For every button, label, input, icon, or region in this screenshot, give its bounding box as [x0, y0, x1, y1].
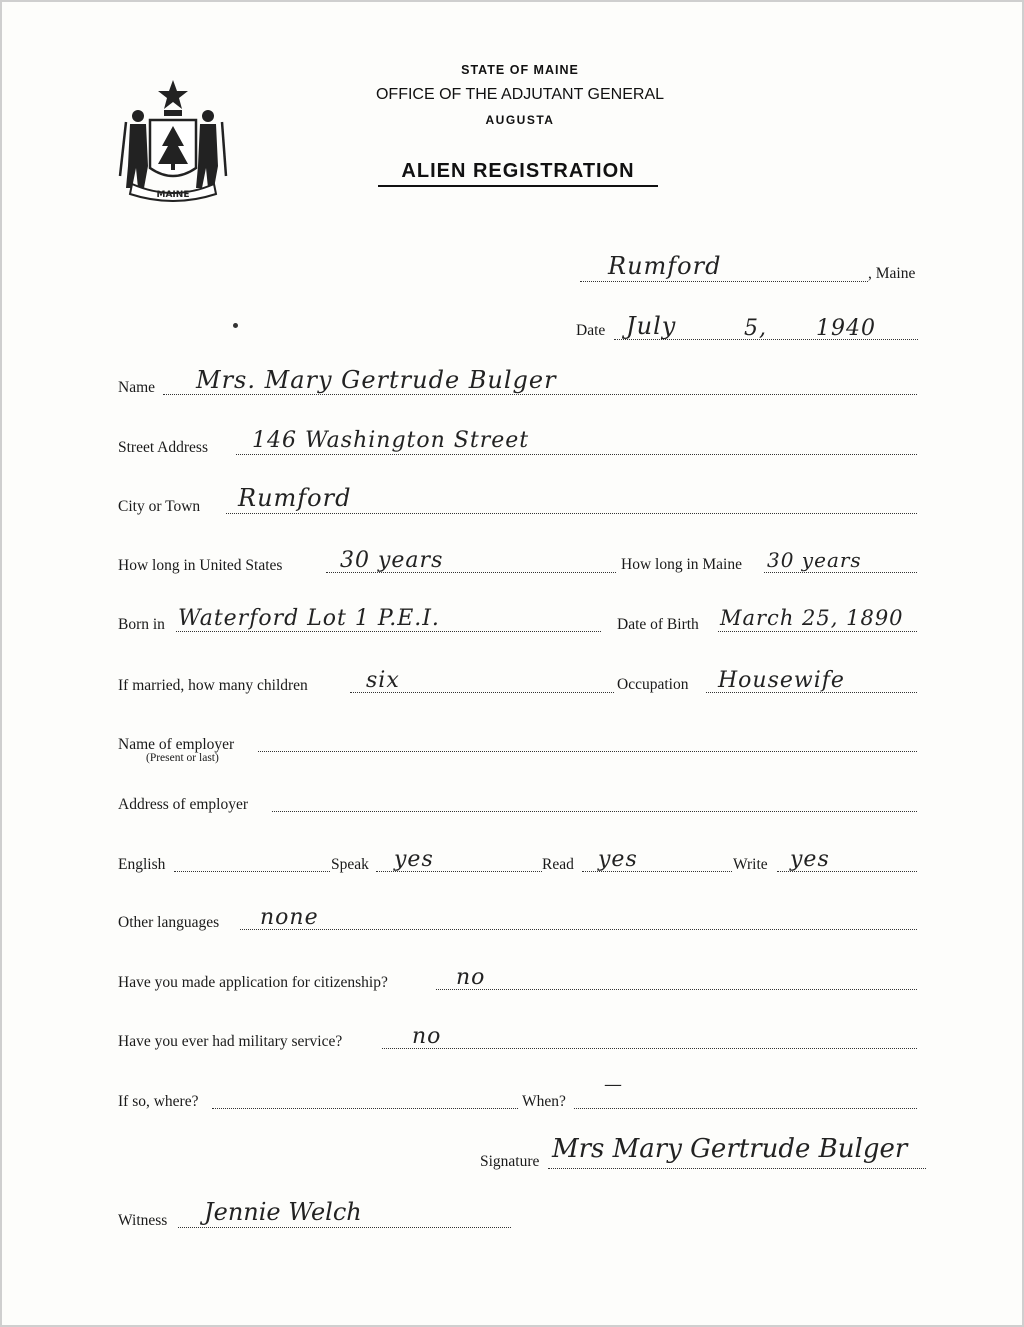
- military-line: [382, 1048, 917, 1049]
- employer-sublabel: (Present or last): [146, 752, 219, 764]
- state-seal-icon: [118, 76, 228, 202]
- speak-label: Speak: [331, 856, 369, 873]
- employer-name-label: Name of employer: [118, 736, 235, 753]
- where-line: [212, 1108, 518, 1109]
- when-value: —: [604, 1074, 623, 1095]
- town-value: Rumford: [608, 252, 722, 280]
- children-label: If married, how many children: [118, 677, 308, 694]
- born-in-line: [176, 631, 601, 632]
- employer-address-label: Address of employer: [118, 796, 248, 813]
- date-day-value: 5,: [744, 316, 767, 341]
- how-long-maine-label: How long in Maine: [621, 556, 742, 573]
- witness-line: [178, 1227, 511, 1228]
- dob-line: [718, 631, 917, 632]
- read-label: Read: [542, 856, 574, 873]
- state-heading: STATE OF MAINE: [461, 63, 579, 77]
- date-month-value: July: [626, 312, 677, 340]
- date-year-value: 1940: [816, 316, 876, 341]
- form-title: ALIEN REGISTRATION: [401, 160, 635, 182]
- occupation-label: Occupation: [617, 676, 689, 693]
- military-value: no: [412, 1024, 442, 1049]
- children-value: six: [366, 668, 400, 693]
- witness-value: Jennie Welch: [204, 1198, 362, 1226]
- other-languages-label: Other languages: [118, 914, 220, 931]
- born-in-label: Born in: [118, 616, 165, 633]
- dob-value: March 25, 1890: [720, 606, 904, 630]
- military-label: Have you ever had military service?: [118, 1033, 343, 1050]
- how-long-us-value: 30 years: [340, 548, 444, 573]
- signature-value: Mrs Mary Gertrude Bulger: [552, 1134, 908, 1164]
- other-languages-value: none: [260, 905, 319, 930]
- dob-label: Date of Birth: [617, 616, 699, 633]
- city-heading: AUGUSTA: [485, 113, 555, 127]
- city-label: City or Town: [118, 498, 201, 515]
- name-value: Mrs. Mary Gertrude Bulger: [196, 366, 557, 394]
- title-underline: [378, 185, 658, 187]
- how-long-maine-value: 30 years: [767, 548, 862, 572]
- citizenship-line: [436, 989, 917, 990]
- born-in-value: Waterford Lot 1 P.E.I.: [178, 606, 440, 631]
- how-long-maine-line: [764, 572, 917, 573]
- city-value: Rumford: [238, 484, 352, 512]
- english-label: English: [118, 856, 166, 873]
- speak-value: yes: [394, 847, 434, 872]
- read-value: yes: [598, 847, 638, 872]
- citizenship-label: Have you made application for citizenship?: [118, 974, 388, 991]
- seal-text: MAINE: [156, 190, 190, 200]
- write-value: yes: [790, 847, 830, 872]
- street-line: [236, 454, 917, 455]
- when-label: When?: [522, 1093, 566, 1110]
- date-label: Date: [576, 322, 606, 339]
- employer-name-line: [258, 751, 917, 752]
- street-value: 146 Washington Street: [252, 428, 530, 453]
- maine-label: , Maine: [868, 265, 916, 282]
- english-line: [174, 871, 330, 872]
- office-heading: OFFICE OF THE ADJUTANT GENERAL: [375, 86, 665, 103]
- name-label: Name: [118, 379, 156, 396]
- ink-spot: [233, 323, 238, 328]
- employer-address-line: [272, 811, 917, 812]
- occupation-value: Housewife: [718, 668, 845, 693]
- when-line: [574, 1108, 917, 1109]
- street-label: Street Address: [118, 439, 208, 456]
- city-line: [226, 513, 917, 514]
- other-languages-line: [240, 929, 917, 930]
- witness-label: Witness: [118, 1212, 168, 1229]
- name-line: [163, 394, 917, 395]
- town-line: [580, 281, 868, 282]
- write-label: Write: [733, 856, 768, 873]
- signature-line: [548, 1168, 926, 1169]
- where-label: If so, where?: [118, 1093, 199, 1110]
- citizenship-value: no: [456, 965, 486, 990]
- signature-label: Signature: [480, 1153, 540, 1170]
- how-long-us-label: How long in United States: [118, 557, 283, 574]
